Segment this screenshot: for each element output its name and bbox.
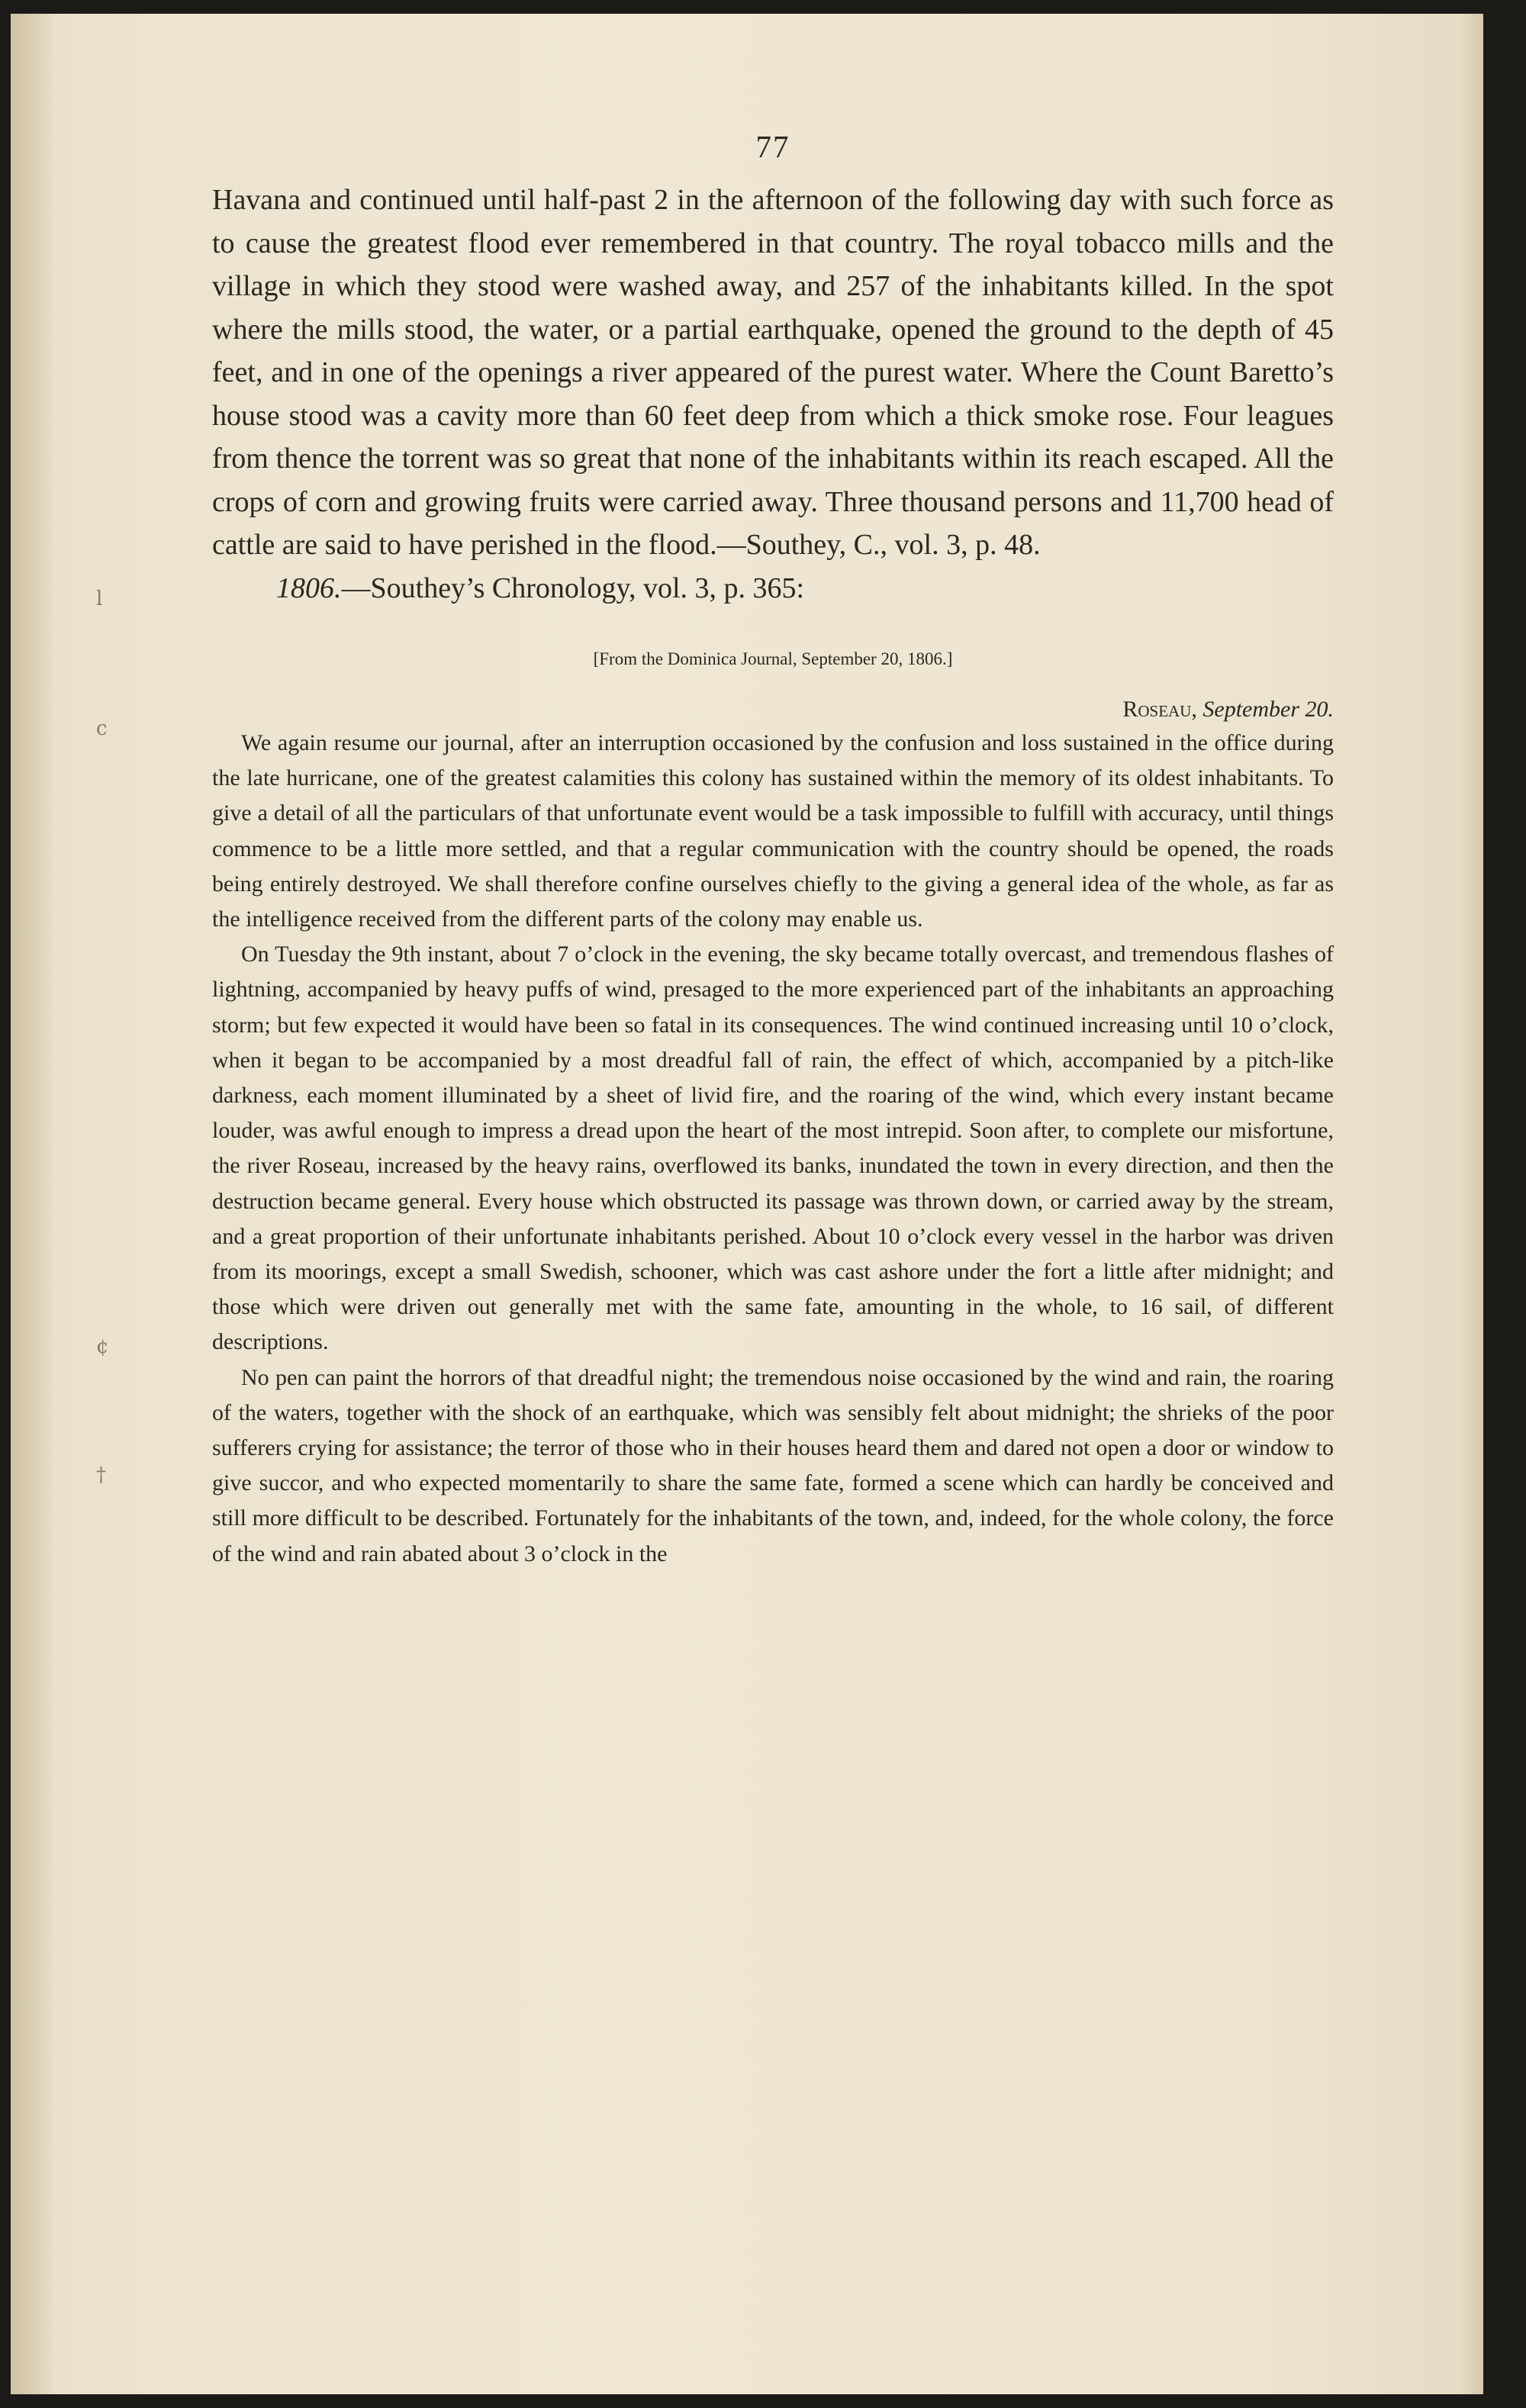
dateline — [212, 697, 1334, 723]
continuation-paragraph: Havana and continued until half-past 2 in the afternoon of the following day with such force as to cause the greatest flood ever remembered in that country. The royal tobacco mills and the village in which they stood were washed away, and 257 of the inhabitants killed. In the spot where the mills stood, the water, or a partial earthquake, opened the ground to the depth of 45 feet, and in one of the openings a river appeared of the purest water. Where the Count Baretto’s house stood was a cavity more than 60 feet deep from which a thick smoke rose. Four leagues from thence the torrent was so great that none of the inhabitants within its reach escaped. All the crops of corn and growing fruits were carried away. Three thousand persons and 11,700 head of cattle are said to have perished in the flood.—Southey, C., vol. 3, p. 48. — [212, 184, 1334, 561]
page-number: 77 — [755, 129, 790, 164]
source-citation: [From the Dominica Journal, September 20, 1806.] — [593, 649, 953, 668]
page-content — [212, 128, 1334, 1572]
book-page — [11, 14, 1483, 2394]
continuation-text — [212, 179, 1334, 610]
journal-paragraph: On Tuesday the 9th instant, about 7 o’clock in the evening, the sky became totally overcast, and tremendous flashes of lightning, accompanied by heavy puffs of wind, presaged to the more experienced part of the inhabitants an approaching storm; but few expected it would have been so fatal in its consequences. The wind continued increasing until 10 o’clock, when it began to be accompanied by a most dreadful fall of rain, the effect of which, accompanied by a pitch-like darkness, each moment illuminated by a sheet of livid fire, and the roaring of the wind, which every instant became louder, was awful enough to impress a dread upon the heart of the most intrepid. Soon after, to complete our misfortune, the river Roseau, increased by the heavy rains, overflowed its banks, inundated the town in every direction, and then the destruction became general. Every house which obstructed its passage was thrown down, or carried away by the stream, and a great proportion of their unfortunate inhabitants perished. About 10 o’clock every vessel in the harbor was driven from its moorings, except a small Swedish, schooner, which was cast ashore under the fort a little after midnight; and those which were driven out generally met with the same fate, amounting in the whole, to 16 sail, of different descriptions. — [212, 942, 1334, 1355]
page-fore-edge — [1460, 14, 1483, 2394]
margin-mark: l — [96, 588, 103, 610]
page-gutter — [11, 14, 55, 2394]
margin-mark: c — [96, 717, 108, 740]
dateline-place: Roseau, — [1122, 697, 1197, 722]
chronology-entry — [212, 567, 1334, 610]
journal-paragraph: We again resume our journal, after an interruption occasioned by the confusion and loss sustained in the office during the late hurricane, one of the greatest calamities this colony has sustained within the memory of its oldest inhabitants. To give a detail of all the particulars of that unfortunate event would be a task impossible to fulfill with accuracy, until things commence to be a little more settled, and that a regular communication with the country should be opened, the roads being entirely destroyed. We shall therefore confine ourselves chiefly to the giving a general idea of the whole, as far as the intelligence received from the different parts of the colony may enable us. — [212, 730, 1334, 932]
dateline-date: September 20. — [1202, 697, 1334, 722]
margin-mark: ¢ — [96, 1335, 109, 1358]
journal-paragraph: No pen can paint the horrors of that dreadful night; the tremendous noise occasioned by the wind and rain, the roaring of the waters, together with the shock of an earthquake, which was sensibly felt about midnight; the shrieks of the poor sufferers crying for assistance; the terror of those who in their houses heard them and dared not open a door or window to give succor, and who expected momentarily to share the same fate, formed a scene which can hardly be conceived and still more difficult to be described. Fortunately for the inhabitants of the town, and, indeed, for the whole colony, the force of the wind and rain abated about 3 o’clock in the — [212, 1364, 1334, 1566]
margin-mark: † — [96, 1463, 106, 1486]
entry-year: 1806. — [276, 571, 342, 604]
entry-text: —Southey’s Chronology, vol. 3, p. 365: — [341, 571, 805, 604]
journal-extract — [212, 726, 1334, 1572]
